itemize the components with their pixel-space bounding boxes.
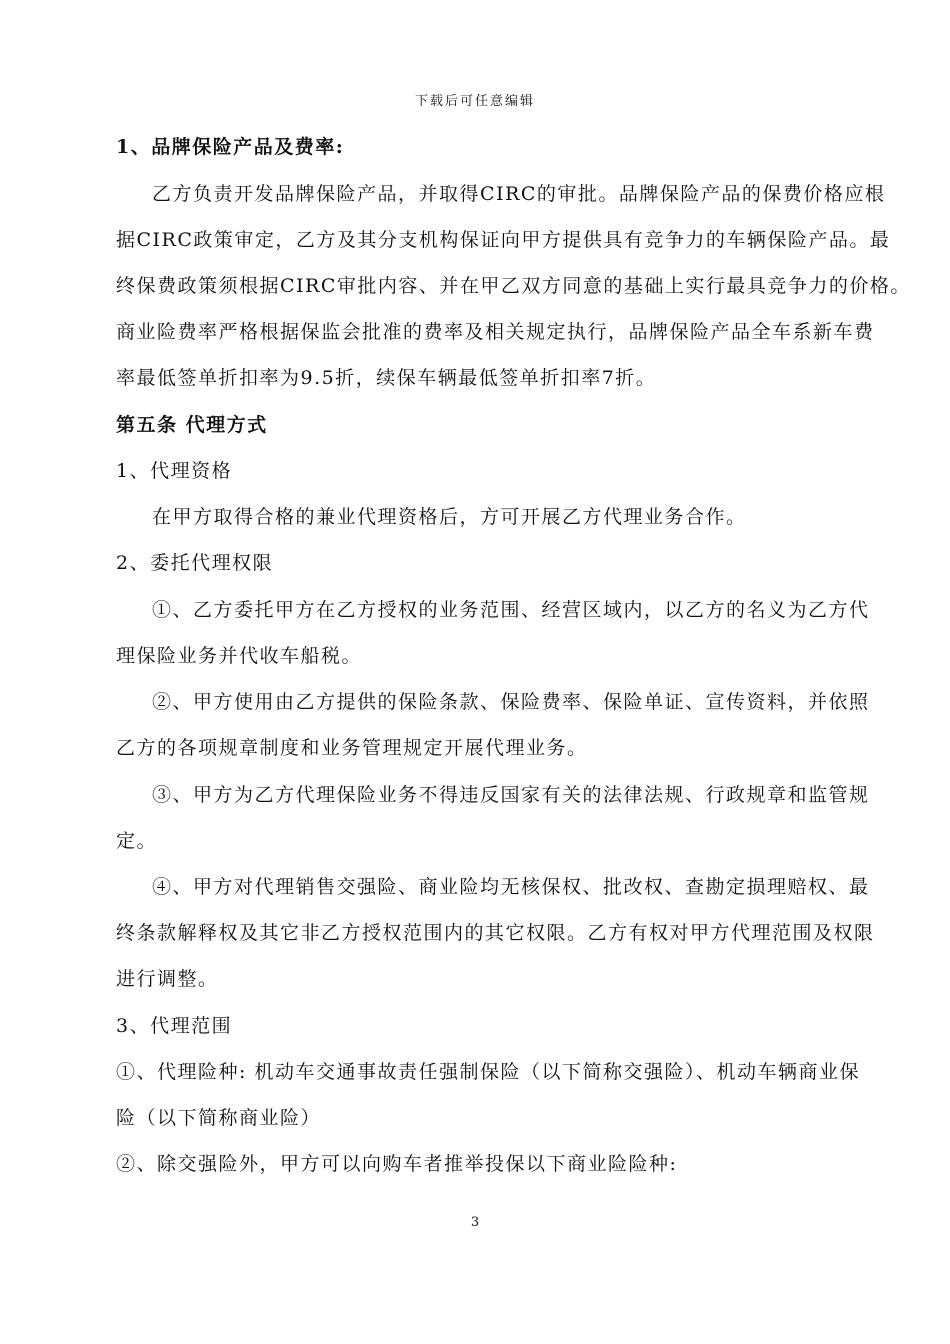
paragraph-line: 理保险业务并代收车船税。 <box>116 645 363 667</box>
paragraph-line: 乙方负责开发品牌保险产品，并取得CIRC的审批。品牌保险产品的保费价格应根 <box>152 183 886 205</box>
paragraph-line: 进行调整。 <box>116 968 219 990</box>
subsection-heading: 3、代理范围 <box>116 1015 233 1037</box>
paragraph-line: 商业险费率严格根据保监会批准的费率及相关规定执行，品牌保险产品全车系新车费 <box>116 321 875 343</box>
paragraph-line: 乙方的各项规章制度和业务管理规定开展代理业务。 <box>116 737 588 759</box>
subsection-heading: 1、代理资格 <box>116 460 233 482</box>
section-heading: 1、品牌保险产品及费率: <box>116 136 345 158</box>
paragraph-line: ①、代理险种: 机动车交通事故责任强制保险（以下简称交强险）、机动车辆商业保 <box>116 1061 860 1083</box>
article-heading: 第五条 代理方式 <box>116 414 268 436</box>
paragraph-line: 终条款解释权及其它非乙方授权范围内的其它权限。乙方有权对甲方代理范围及权限 <box>116 922 875 944</box>
paragraph-line: 定。 <box>116 830 158 852</box>
paragraph-line: ④、甲方对代理销售交强险、商业险均无核保权、批改权、查勘定损理赔权、最 <box>152 876 870 898</box>
paragraph-line: 险（以下简称商业险） <box>116 1107 322 1129</box>
paragraph-line: ②、除交强险外，甲方可以向购车者推举投保以下商业险险种: <box>116 1153 678 1175</box>
paragraph-line: ③、甲方为乙方代理保险业务不得违反国家有关的法律法规、行政规章和监管规 <box>152 784 870 806</box>
paragraph-line: 在甲方取得合格的兼业代理资格后，方可开展乙方代理业务合作。 <box>152 506 747 528</box>
paragraph-line: 据CIRC政策审定，乙方及其分支机构保证向甲方提供具有竞争力的车辆保险产品。最 <box>116 229 891 251</box>
paragraph-line: 终保费政策须根据CIRC审批内容、并在甲乙双方同意的基础上实行最具竞争力的价格。 <box>116 275 911 297</box>
page-header: 下载后可任意编辑 <box>414 94 535 109</box>
paragraph-line: 率最低签单折扣率为9.5折，续保车辆最低签单折扣率7折。 <box>116 367 657 389</box>
paragraph-line: ①、乙方委托甲方在乙方授权的业务范围、经营区域内，以乙方的名义为乙方代 <box>152 599 870 621</box>
subsection-heading: 2、委托代理权限 <box>116 552 274 574</box>
paragraph-line: ②、甲方使用由乙方提供的保险条款、保险费率、保险单证、宣传资料，并依照 <box>152 691 870 713</box>
page-number: 3 <box>470 1215 480 1230</box>
